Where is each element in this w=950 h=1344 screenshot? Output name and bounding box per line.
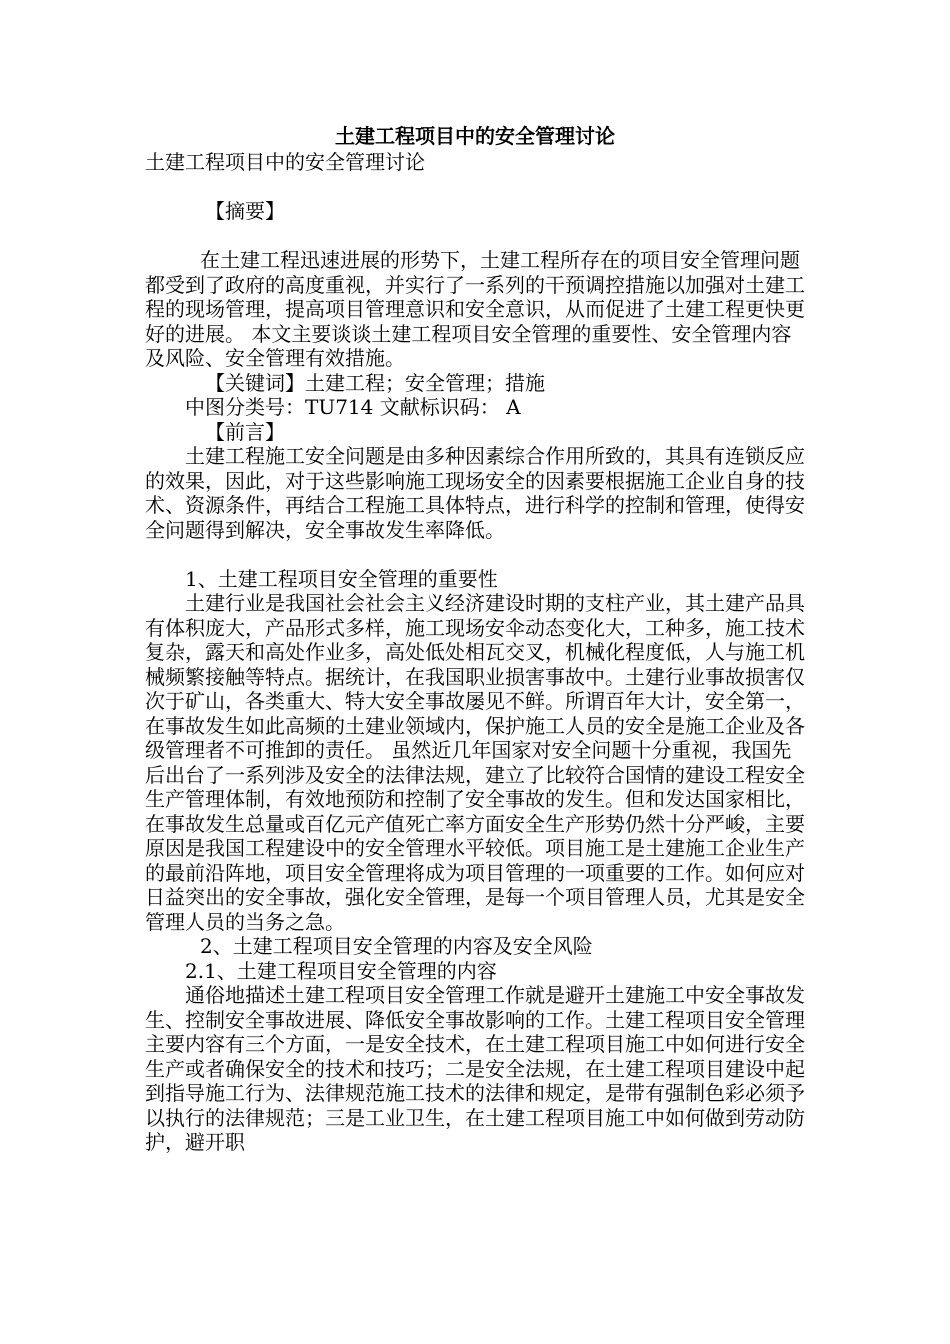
preface-heading: 【前言】: [205, 419, 285, 444]
spacer: [145, 175, 805, 200]
document-subtitle: 土建工程项目中的安全管理讨论: [145, 150, 425, 174]
document-body: [145, 150, 805, 1155]
section-2-1-paragraph: 通俗地描述土建工程项目安全管理工作就是避开土建施工中安全事故发生、控制安全事故进展、降低安全事故影响的工作。土建工程项目安全管理主要内容有三个方面，一是安全技术，在土建工程项目施工中如何进行安全生产或者确保安全的技术和技巧；二是安全法规，在土建工程项目建设中起到指导施工行为、法律规范施工技术的法律和规定，是带有强制色彩必须予以执行的法律规范；三是工业卫生，在土建工程项目施工中如何做到劳动防护，避开职: [145, 983, 805, 1154]
abstract-heading: 【摘要】: [205, 199, 285, 223]
section-1-paragraph: 土建行业是我国社会社会主义经济建设时期的支柱产业，其土建产品具有体积庞大，产品形式多样，施工现场安伞动态变化大，工种多，施工技术复杂，露天和高处作业多，高处低处相瓦交叉，机械化程度低，人与施工机械频繁接触等特点。据统计，在我国职业损害事故中。土建行业事故损害仅次于矿山，各类重大、特大安全事故屡见不鲜。所谓百年大计，安全第一，在事故发生如此高频的土建业领域内，保护施工人员的安全是施工企业及各级管理者不可推卸的责任。 虽然近几年国家对安全问题十分重视，我国先后出台了一系列涉及安全的法律法规，建立了比较符合国情的建设工程安全生产管理体制，有效地预防和控制了安全事故的发生。但和发达国家相比，在事故发生总量或百亿元产值死亡率方面安全生产形势仍然十分严峻，主要原因是我国工程建设中的安全管理水平较低。项目施工是土建施工企业生产的最前沿阵地，项目安全管理将成为项目管理的一项重要的工作。如何应对日益突出的安全事故，强化安全管理，是每一个项目管理人员，尤其是安全管理人员的当务之急。: [145, 591, 805, 934]
classification-line: 中图分类号：TU714 文献标识码： A: [185, 395, 521, 419]
keywords-line: 【关键词】土建工程；安全管理；措施: [205, 370, 545, 395]
section-1-heading: 1、土建工程项目安全管理的重要性: [185, 566, 498, 591]
document-title: 土建工程项目中的安全管理讨论: [335, 124, 615, 148]
section-2-heading: 2、土建工程项目安全管理的内容及安全风险: [200, 934, 593, 958]
abstract-paragraph: 在土建工程迅速进展的形势下，土建工程所存在的项目安全管理问题都受到了政府的高度重视，并实行了一系列的干预调控措施以加强对土建工程的现场管理，提高项目管理意识和安全意识，从而促进了土建工程更快更好的进展。 本文主要谈谈土建工程项目安全管理的重要性、安全管理内容及风险、安全管理有效措施。: [145, 248, 805, 370]
preface-paragraph: 土建工程施工安全问题是由多种因素综合作用所致的，其具有连锁反应的效果，因此，对于这些影响施工现场安全的因素要根据施工企业自身的技术、资源条件，再结合工程施工具体特点，进行科学的控制和管理，使得安全问题得到解决，安全事故发生率降低。: [145, 444, 805, 542]
section-2-1-heading: 2.1、土建工程项目安全管理的内容: [185, 958, 497, 983]
spacer: [145, 224, 805, 249]
spacer: [145, 542, 805, 567]
